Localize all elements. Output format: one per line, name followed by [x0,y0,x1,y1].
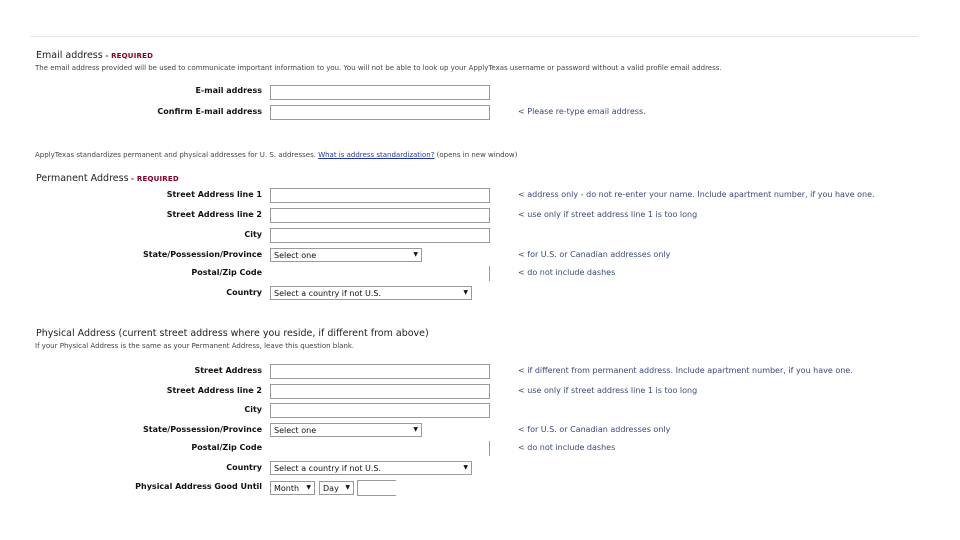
year-input[interactable] [357,480,396,496]
confirm-email-label: Confirm E-mail address [157,107,262,116]
permanent-zip-hint: < do not include dashes [518,268,616,277]
email-section-title [36,50,153,61]
good-until-label: Physical Address Good Until [135,482,262,491]
email-input[interactable] [270,85,490,100]
email-note: The email address provided will be used to communicate important information to you. You will not be able to look up your ApplyTexas username or password without a valid profile email address. [35,64,722,72]
physical-zip-label: Postal/Zip Code [191,443,262,452]
physical-country-select[interactable] [270,461,472,475]
chevron-down-icon: ▼ [345,484,350,491]
physical-street2-input[interactable] [270,384,490,399]
country-select-value: Select a country if not U.S. [274,464,382,473]
permanent-title-text: Permanent Address [36,173,129,184]
chevron-down-icon: ▼ [413,426,418,433]
state-select-value: Select one [274,426,317,435]
permanent-street1-hint: < address only - do not re-enter your name. Include apartment number, if you have one. [518,190,875,199]
chevron-down-icon: ▼ [306,484,311,491]
physical-zip-hint: < do not include dashes [518,443,616,452]
physical-state-select[interactable] [270,423,422,437]
permanent-zip-label: Postal/Zip Code [191,268,262,277]
physical-street2-hint: < use only if street address line 1 is too long [518,386,698,395]
chevron-down-icon: ▼ [413,251,418,258]
permanent-country-select[interactable] [270,286,472,300]
permanent-state-label: State/Possession/Province [143,250,262,259]
permanent-street2-input[interactable] [270,208,490,223]
physical-section-title: Physical Address (current street address where you reside, if different from above) [36,328,429,339]
physical-street-label: Street Address [194,366,262,375]
physical-street-input[interactable] [270,364,490,379]
new-window-text: (opens in new window) [436,151,518,159]
permanent-state-select[interactable] [270,248,422,262]
permanent-city-label: City [244,230,262,239]
chevron-down-icon: ▼ [463,289,468,296]
confirm-email-hint: < Please re-type email address. [518,107,646,116]
month-select-value: Month [274,484,300,493]
state-select-value: Select one [274,251,317,260]
permanent-city-input[interactable] [270,228,490,243]
physical-state-label: State/Possession/Province [143,425,262,434]
permanent-street1-input[interactable] [270,188,490,203]
email-title-text: Email address [36,50,103,61]
address-standardization-link[interactable]: What is address standardization? [318,151,435,159]
required-badge: - REQUIRED [128,175,179,183]
top-divider [30,36,918,37]
physical-city-input[interactable] [270,403,490,418]
physical-city-label: City [244,405,262,414]
standardization-text: ApplyTexas standardizes permanent and physical addresses for U. S. addresses. [35,151,316,159]
physical-street2-label: Street Address line 2 [166,386,262,395]
email-label: E-mail address [195,86,262,95]
physical-country-label: Country [226,463,262,472]
permanent-state-hint: < for U.S. or Canadian addresses only [518,250,671,259]
physical-zip-input[interactable] [489,441,491,456]
physical-state-hint: < for U.S. or Canadian addresses only [518,425,671,434]
permanent-street2-label: Street Address line 2 [166,210,262,219]
month-select[interactable] [270,481,315,495]
permanent-street1-label: Street Address line 1 [166,190,262,199]
confirm-email-input[interactable] [270,105,490,120]
country-select-value: Select a country if not U.S. [274,289,382,298]
required-badge: - REQUIRED [102,52,154,60]
physical-note: If your Physical Address is the same as your Permanent Address, leave this question blank. [35,342,355,350]
day-select-value: Day [323,484,339,493]
permanent-street2-hint: < use only if street address line 1 is too long [518,210,698,219]
standardization-note [35,151,517,159]
permanent-country-label: Country [226,288,262,297]
physical-street-hint: < if different from permanent address. Include apartment number, if you have one. [518,366,853,375]
day-select[interactable] [319,481,354,495]
permanent-section-title [36,173,179,184]
permanent-zip-input[interactable] [489,266,491,281]
chevron-down-icon: ▼ [463,464,468,471]
